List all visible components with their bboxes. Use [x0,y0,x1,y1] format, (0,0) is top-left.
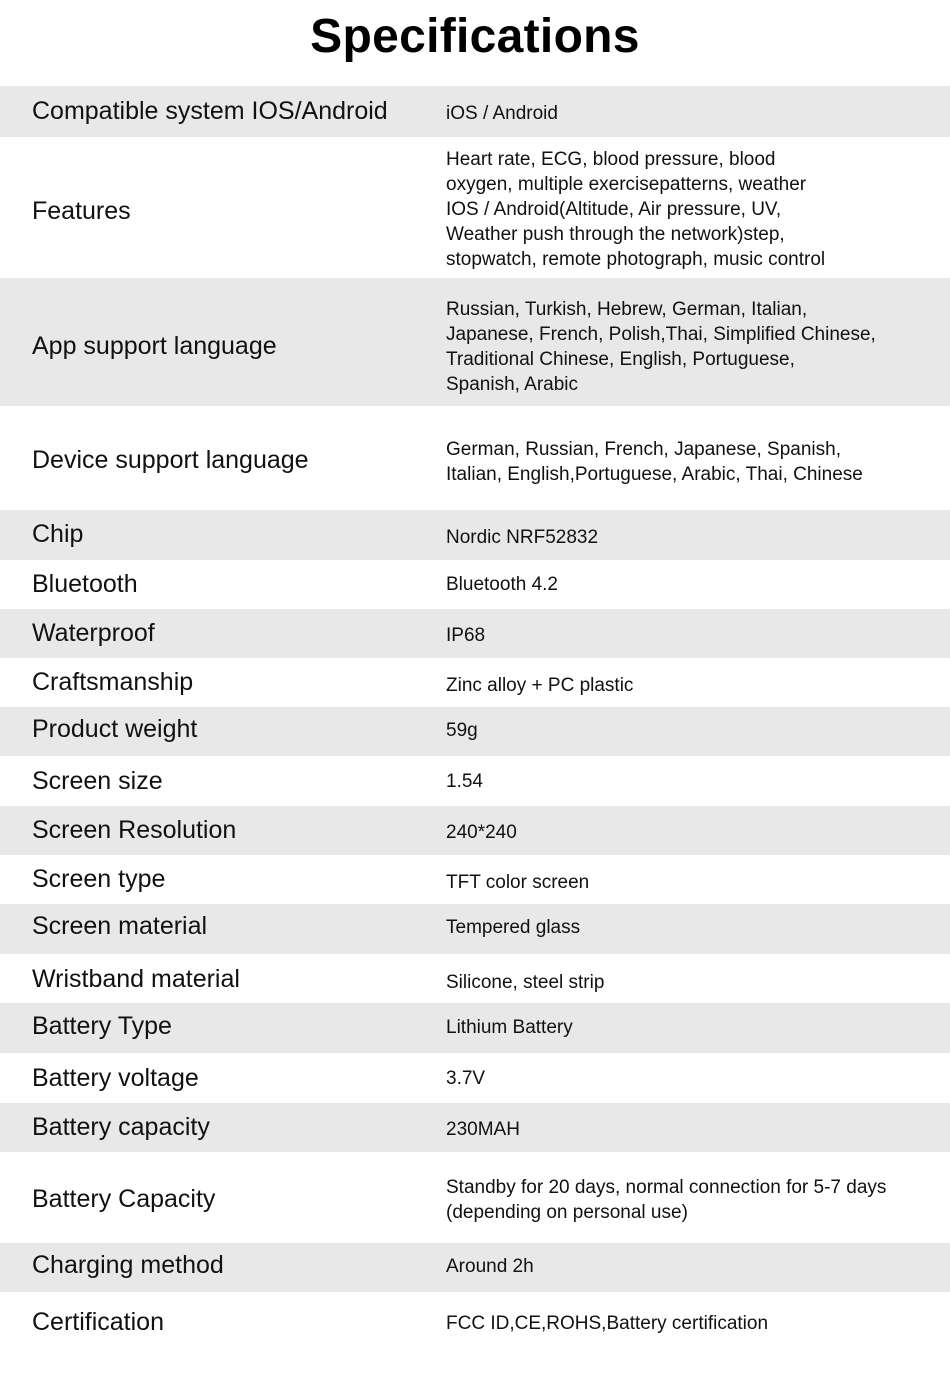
spec-row [0,1053,950,1103]
spec-value: Heart rate, ECG, blood pressure, blood oxygen, multiple exercisepatterns, weather IOS / Android(Altitude, Air pressure, UV, Weather push through the network)step, stopwatch, remote photograph, music control [446,149,826,270]
spec-value: German, Russian, French, Japanese, Spanish, Italian, English,Portuguese, Arabic, Thai, Chinese [446,439,863,485]
page-title: Specifications [310,10,640,63]
spec-label: Screen Resolution [32,816,237,844]
spec-label: App support language [32,332,277,360]
spec-value: TFT color screen [446,872,590,893]
spec-value: 240*240 [446,822,517,843]
spec-label: Wristband material [32,965,240,993]
spec-row [0,707,950,756]
spec-value: FCC ID,CE,ROHS,Battery certification [446,1313,769,1334]
spec-label: Screen size [32,767,163,795]
spec-value: 59g [446,720,478,741]
spec-label: Screen type [32,865,166,893]
spec-label: Battery voltage [32,1064,199,1092]
spec-row [0,954,950,1003]
spec-label: Certification [32,1308,164,1336]
spec-value: Zinc alloy + PC plastic [446,675,634,696]
spec-row [0,756,950,806]
spec-value: Bluetooth 4.2 [446,574,558,595]
spec-value: 3.7V [446,1068,486,1089]
spec-row [0,658,950,707]
spec-value: Russian, Turkish, Hebrew, German, Italian, Japanese, French, Polish,Thai, Simplified Chinese, Traditional Chinese, English, Portuguese, Spanish, Arabic [446,299,876,395]
spec-label: Waterproof [32,619,155,647]
spec-value: Standby for 20 days, normal connection for 5-7 days (depending on personal use) [446,1177,887,1223]
spec-row [0,806,950,855]
spec-label: Features [32,197,131,225]
spec-value: 230MAH [446,1119,520,1140]
spec-row [0,406,950,510]
spec-value: IP68 [446,625,486,646]
spec-label: Battery Type [32,1012,172,1040]
spec-label: Product weight [32,715,198,743]
spec-label: Compatible system IOS/Android [32,97,388,125]
spec-row [0,1103,950,1152]
spec-row [0,278,950,406]
spec-value: Lithium Battery [446,1017,573,1038]
spec-value: Tempered glass [446,917,581,938]
spec-row [0,1243,950,1292]
spec-value: Nordic NRF52832 [446,527,599,548]
spec-row [0,560,950,609]
spec-label: Battery Capacity [32,1185,216,1213]
spec-value: Silicone, steel strip [446,972,605,993]
spec-row [0,609,950,658]
spec-label: Charging method [32,1251,224,1279]
spec-row [0,86,950,137]
spec-label: Craftsmanship [32,668,194,696]
spec-value: Around 2h [446,1256,534,1277]
spec-row [0,855,950,904]
spec-row [0,1152,950,1243]
spec-label: Screen material [32,912,208,940]
spec-row [0,1292,950,1352]
spec-label: Chip [32,520,84,548]
spec-value: iOS / Android [446,103,558,124]
spec-row [0,904,950,954]
spec-value: 1.54 [446,771,483,792]
spec-label: Bluetooth [32,570,138,598]
spec-label: Battery capacity [32,1113,210,1141]
spec-label: Device support language [32,446,309,474]
spec-row [0,510,950,560]
spec-row [0,1003,950,1053]
spec-row [0,137,950,278]
